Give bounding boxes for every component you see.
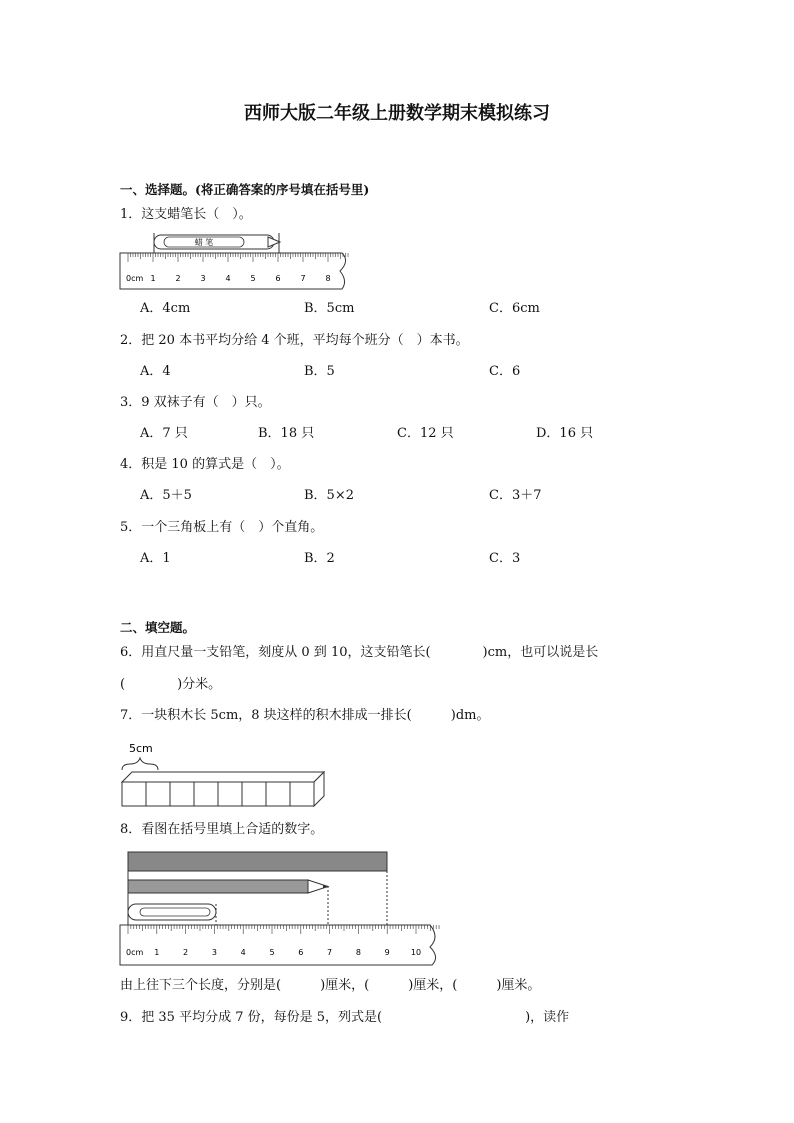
question-3-option-c: C．12 只 <box>397 426 454 441</box>
ruler-tick-label: 2 <box>183 948 189 957</box>
question-3-option-d: D．16 只 <box>536 426 594 441</box>
page-title: 西师大版二年级上册数学期末模拟练习 <box>244 103 550 124</box>
question-1-option-b: B．5cm <box>304 301 355 316</box>
question-8-stem: 8．看图在括号里填上合适的数字。 <box>120 822 324 837</box>
block <box>290 782 314 806</box>
clip-inner <box>140 908 210 916</box>
ruler-tick-label: 8 <box>355 948 361 957</box>
question-3-option-a: A．7 只 <box>140 426 188 441</box>
block <box>170 782 194 806</box>
question-2-option-b: B．5 <box>304 364 335 379</box>
ruler-tick-label: 6 <box>275 274 281 283</box>
gray-bar <box>128 852 387 871</box>
question-5-option-c: C．3 <box>489 551 521 566</box>
question-9-stem: 9．把 35 平均分成 7 份，每份是 5，列式是( )，读作 <box>120 1010 570 1025</box>
ruler-tick-label: 3 <box>211 948 217 957</box>
section-2-heading: 二、填空题。 <box>120 620 196 635</box>
question-2-option-a: A．4 <box>140 364 171 379</box>
block <box>218 782 242 806</box>
crayon-tip <box>268 237 280 247</box>
block <box>194 782 218 806</box>
ruler-tick-label: 0cm <box>126 948 144 957</box>
ruler-tick-label: 5 <box>269 948 275 957</box>
question-5-option-a: A．1 <box>140 551 171 566</box>
block-length-label: 5cm <box>129 742 153 755</box>
ruler-2-body <box>120 925 436 965</box>
question-4-option-c: C．3＋7 <box>489 488 542 503</box>
question-5-option-b: B．2 <box>304 551 335 566</box>
blocks-figure <box>118 740 328 810</box>
block <box>146 782 170 806</box>
block <box>242 782 266 806</box>
question-1-option-a: A．4cm <box>140 301 191 316</box>
ruler-tick-label: 1 <box>154 948 160 957</box>
ruler-tick-label: 1 <box>150 274 156 283</box>
crayon-ruler-figure <box>118 231 358 291</box>
block-row <box>122 782 314 806</box>
question-4-option-a: A．5＋5 <box>140 488 192 503</box>
ruler-tick-label: 3 <box>200 274 206 283</box>
question-4-stem: 4．积是 10 的算式是（ ）。 <box>120 457 290 472</box>
question-4-option-b: B．5×2 <box>304 488 354 503</box>
question-6-line-1: 6．用直尺量一支铅笔，刻度从 0 到 10，这支铅笔长( )cm，也可以说是长 <box>120 645 599 660</box>
question-5-stem: 5．一个三角板上有（ ）个直角。 <box>120 520 324 535</box>
question-8-answer-line: 由上往下三个长度，分别是( )厘米，( )厘米，( )厘米。 <box>120 978 541 993</box>
crayon-label: 蜡 笔 <box>194 238 214 247</box>
question-7-stem: 7．一块积木长 5cm，8 块这样的积木排成一排长( )dm。 <box>120 708 490 723</box>
question-6-line-2: ( )分米。 <box>120 677 222 692</box>
question-1-stem: 1．这支蜡笔长（ ）。 <box>120 207 252 222</box>
ruler-tick-label: 6 <box>298 948 304 957</box>
pencil-body <box>128 880 308 893</box>
lengths-ruler-figure <box>118 849 448 967</box>
question-1-option-c: C．6cm <box>489 301 540 316</box>
ruler-tick-label: 0cm <box>126 274 144 283</box>
ruler-tick-label: 4 <box>225 274 231 283</box>
block <box>266 782 290 806</box>
block-brace <box>122 758 158 770</box>
question-2-option-c: C．6 <box>489 364 521 379</box>
ruler-tick-label: 4 <box>240 948 246 957</box>
block <box>122 782 146 806</box>
ruler-1-body <box>120 253 346 289</box>
ruler-tick-label: 2 <box>175 274 181 283</box>
question-2-stem: 2．把 20 本书平均分给 4 个班，平均每个班分（ ）本书。 <box>120 333 469 348</box>
ruler-tick-label: 5 <box>250 274 256 283</box>
ruler-tick-label: 7 <box>327 948 333 957</box>
ruler-tick-label: 10 <box>410 948 422 957</box>
ruler-tick-label: 9 <box>384 948 390 957</box>
ruler-tick-label: 8 <box>325 274 331 283</box>
question-3-stem: 3．9 双袜子有（ ）只。 <box>120 395 271 410</box>
ruler-tick-label: 7 <box>300 274 306 283</box>
section-1-heading: 一、选择题。(将正确答案的序号填在括号里) <box>120 182 370 197</box>
question-3-option-b: B．18 只 <box>258 426 315 441</box>
